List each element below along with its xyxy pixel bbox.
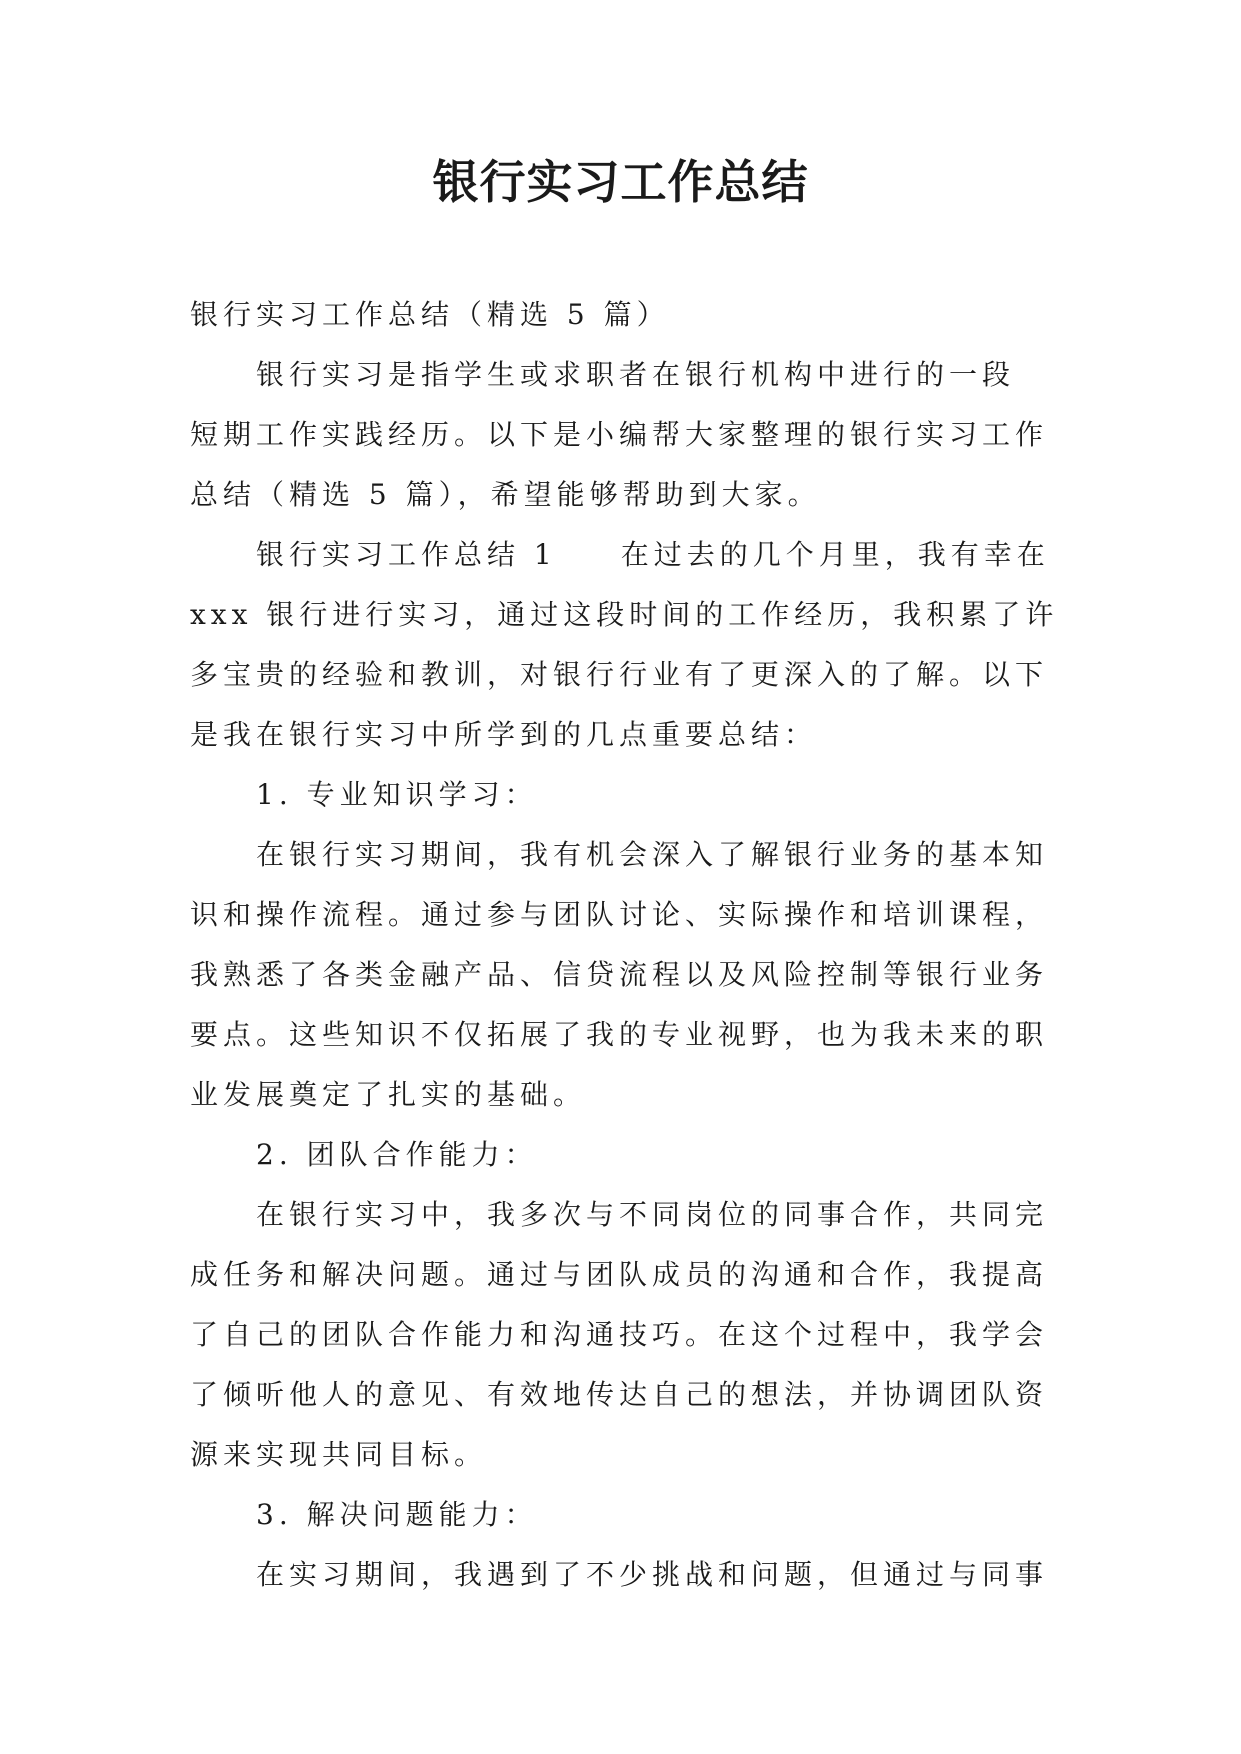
section-1-line: 是我在银行实习中所学到的几点重要总结： (190, 718, 818, 751)
point-1-line: 我熟悉了各类金融产品、信贷流程以及风险控制等银行业务 (190, 958, 1049, 991)
point-2-line: 源来实现共同目标。 (190, 1438, 488, 1471)
point-3-heading: 3. 解决问题能力： (256, 1498, 538, 1531)
intro-line: 短期工作实践经历。以下是小编帮大家整理的银行实习工作 (190, 418, 1049, 451)
document-subtitle: 银行实习工作总结（精选 5 篇） (190, 298, 670, 331)
section-1-first-line (190, 525, 1052, 585)
point-1-heading: 1. 专业知识学习： (256, 778, 538, 811)
point-2-line: 了自己的团队合作能力和沟通技巧。在这个过程中，我学会 (190, 1318, 1049, 1351)
intro-line: 银行实习是指学生或求职者在银行机构中进行的一段 (256, 358, 1016, 391)
point-1-line: 识和操作流程。通过参与团队讨论、实际操作和培训课程， (190, 898, 1049, 931)
section-1-first-line-text: 在过去的几个月里，我有幸在 (620, 538, 1050, 571)
section-1-heading: 银行实习工作总结 1 (256, 538, 557, 571)
intro-line: 总结（精选 5 篇），希望能够帮助到大家。 (190, 478, 821, 511)
point-3-line: 在实习期间，我遇到了不少挑战和问题，但通过与同事 (256, 1558, 1049, 1591)
section-1-line: 多宝贵的经验和教训，对银行行业有了更深入的了解。以下 (190, 658, 1049, 691)
point-2-line: 在银行实习中，我多次与不同岗位的同事合作，共同完 (256, 1198, 1049, 1231)
point-1-line: 在银行实习期间，我有机会深入了解银行业务的基本知 (256, 838, 1049, 871)
point-2-line: 了倾听他人的意见、有效地传达自己的想法，并协调团队资 (190, 1378, 1049, 1411)
point-1-line: 业发展奠定了扎实的基础。 (190, 1078, 587, 1111)
section-1-line: xxx 银行进行实习，通过这段时间的工作经历，我积累了许 (190, 598, 1059, 631)
document-body (190, 285, 1059, 1605)
document-title: 银行实习工作总结 (432, 155, 809, 209)
point-2-line: 成任务和解决问题。通过与团队成员的沟通和合作，我提高 (190, 1258, 1049, 1291)
point-2-heading: 2. 团队合作能力： (256, 1138, 538, 1171)
point-1-line: 要点。这些知识不仅拓展了我的专业视野，也为我未来的职 (190, 1018, 1049, 1051)
